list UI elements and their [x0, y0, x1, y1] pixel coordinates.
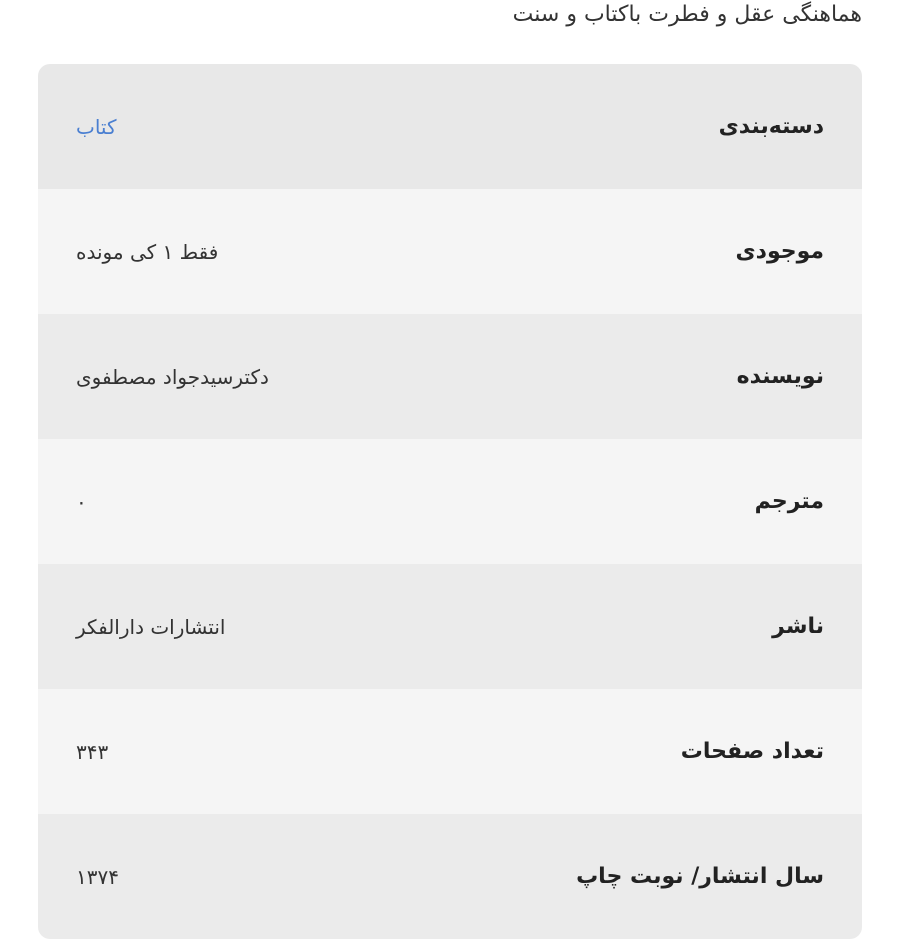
detail-value: انتشارات دارالفکر	[76, 614, 226, 639]
detail-row-year	[38, 814, 862, 939]
detail-value: ۱۳۷۴	[76, 864, 119, 889]
detail-label: تعداد صفحات	[680, 739, 824, 764]
product-details-table	[38, 64, 862, 939]
detail-label: سال انتشار/ نوبت چاپ	[576, 864, 824, 889]
detail-row-stock	[38, 189, 862, 314]
detail-row-author	[38, 314, 862, 439]
product-title: هماهنگی عقل و فطرت باکتاب و سنت	[512, 2, 862, 27]
category-link[interactable]: کتاب	[76, 114, 117, 139]
detail-label: ناشر	[772, 614, 824, 639]
detail-value: فقط ۱ کی مونده	[76, 239, 219, 264]
detail-row-translator	[38, 439, 862, 564]
detail-value: ۰	[76, 489, 87, 514]
detail-label: نویسنده	[736, 364, 824, 389]
detail-label: موجودی	[735, 239, 824, 264]
detail-label: دسته‌بندی	[718, 114, 824, 139]
detail-label: مترجم	[754, 489, 824, 514]
detail-row-publisher	[38, 564, 862, 689]
detail-row-category	[38, 64, 862, 189]
detail-value: ۳۴۳	[76, 739, 109, 764]
detail-row-pages	[38, 689, 862, 814]
detail-value: دکترسیدجواد مصطفوی	[76, 364, 269, 389]
